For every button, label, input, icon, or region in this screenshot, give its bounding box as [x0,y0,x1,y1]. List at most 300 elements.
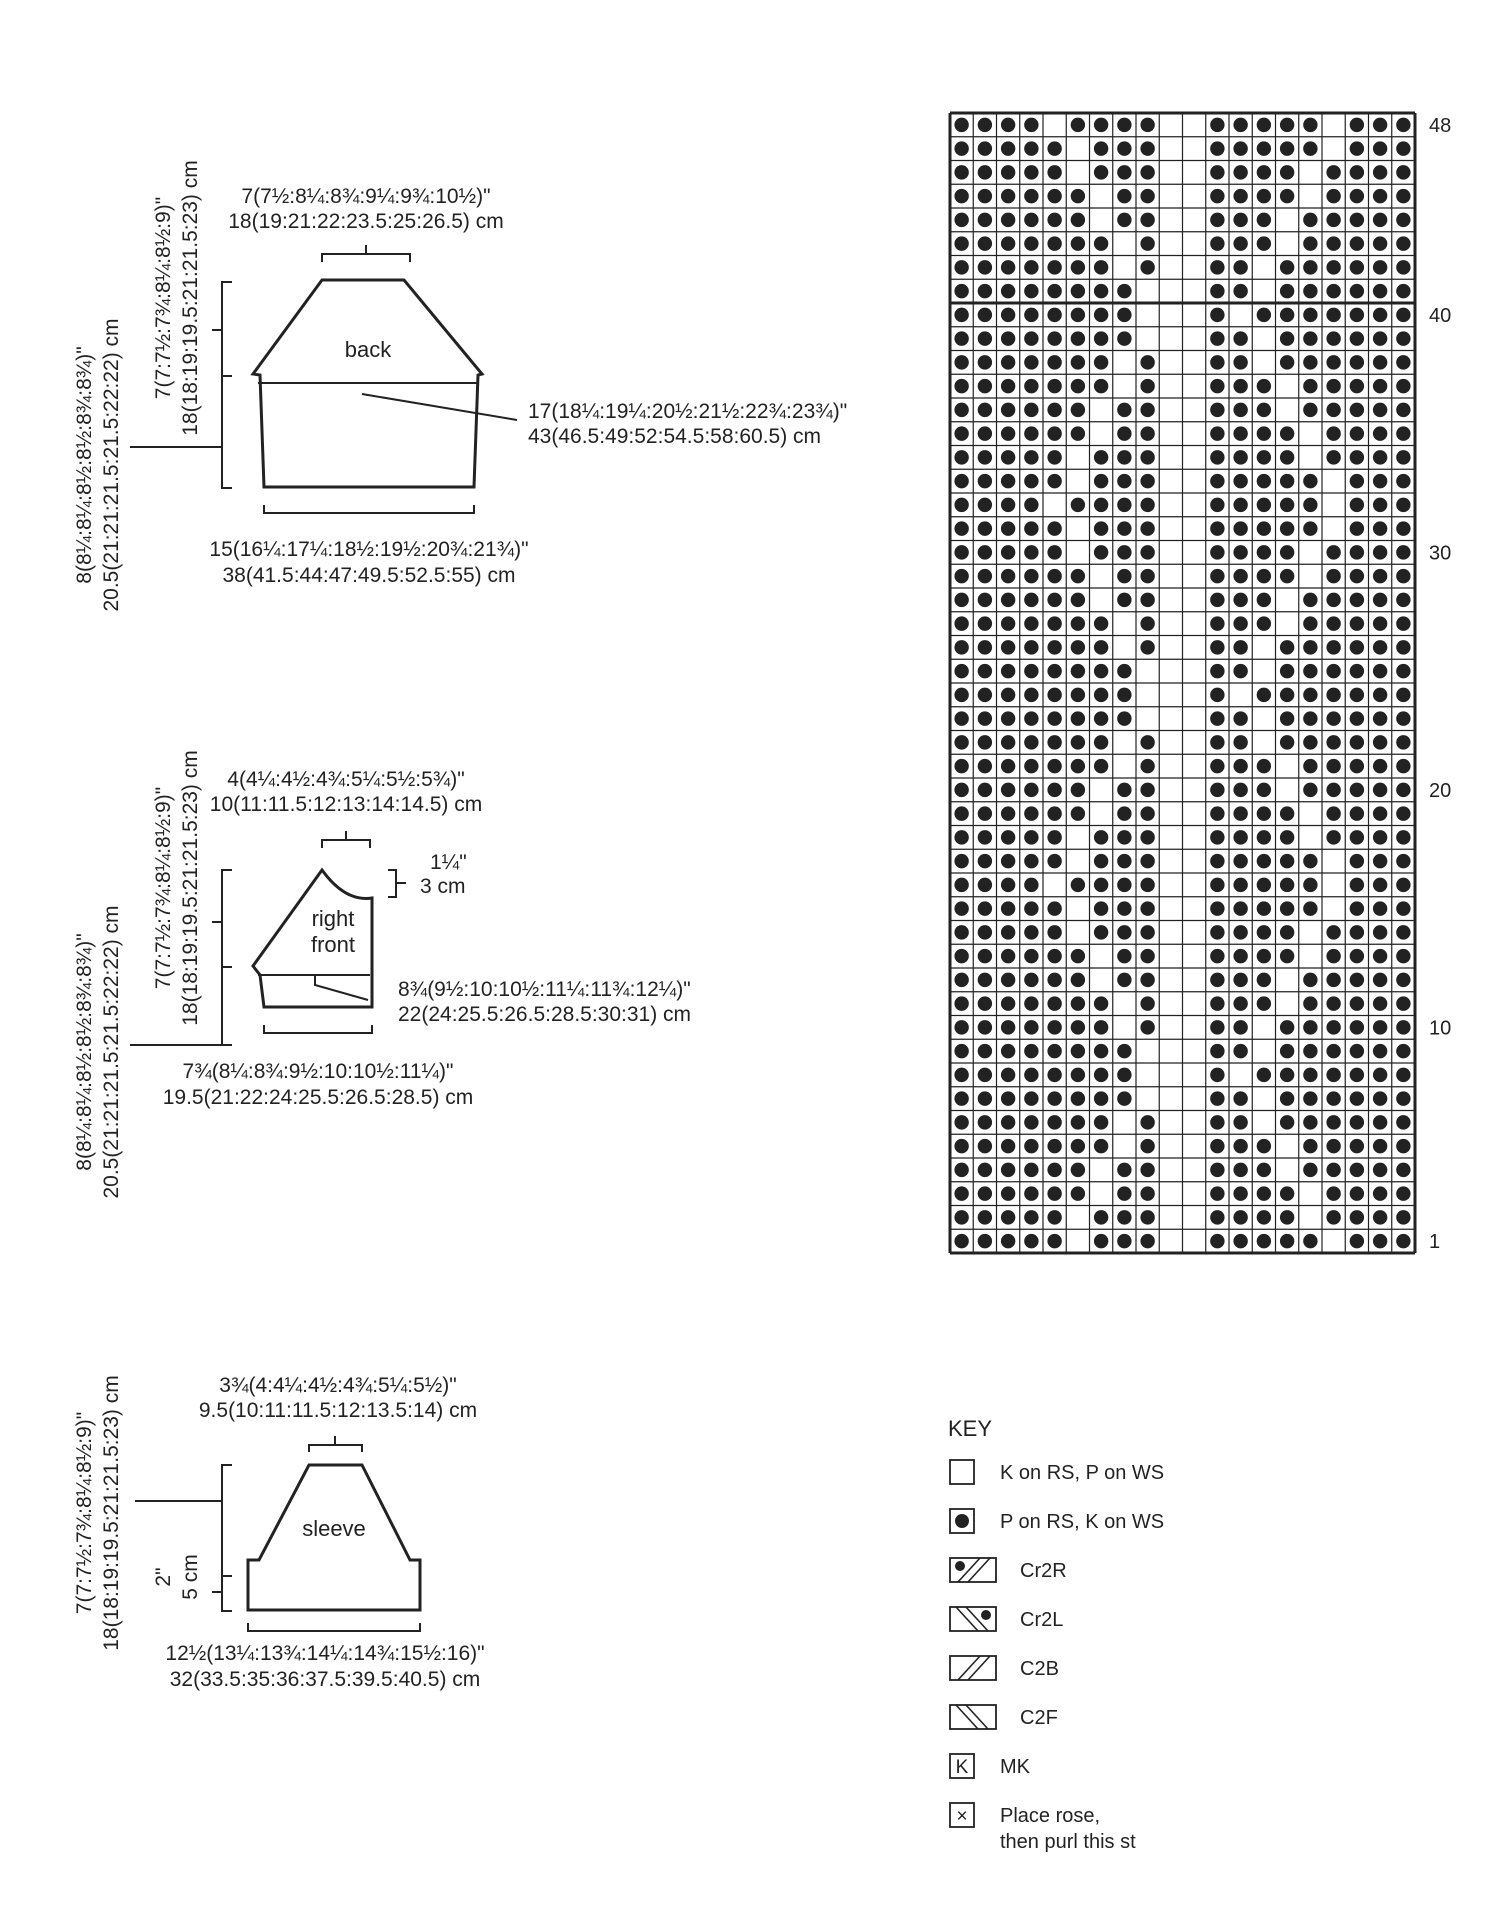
purl-stitch [1373,759,1387,773]
purl-stitch [1303,878,1317,892]
purl-stitch [1071,1186,1085,1200]
purl-stitch [1350,711,1364,725]
purl-stitch [1233,925,1247,939]
purl-stitch [1047,1091,1061,1105]
purl-stitch [1373,236,1387,250]
purl-stitch [1373,284,1387,298]
purl-stitch [1071,759,1085,773]
purl-stitch [1071,355,1085,369]
purl-stitch [1094,331,1108,345]
purl-stitch [954,830,968,844]
purl-stitch [1024,1186,1038,1200]
purl-stitch [1024,1044,1038,1058]
key-label-line2: then purl this st [1000,1831,1136,1853]
purl-stitch [1233,545,1247,559]
purl-stitch [1280,925,1294,939]
purl-stitch [1350,878,1364,892]
purl-stitch [1373,213,1387,227]
key-item-rose [950,1803,1136,1853]
purl-stitch [1071,783,1085,797]
purl-stitch [1094,474,1108,488]
purl-stitch [1373,379,1387,393]
purl-stitch [1117,545,1131,559]
purl-stitch [1024,688,1038,702]
purl-stitch [1303,474,1317,488]
right-front-width-cm: 22(24:25.5:26.5:28.5:30:31) cm [398,1003,692,1026]
key-symbol-cr2r [950,1558,996,1582]
purl-stitch [1373,735,1387,749]
purl-stitch [1094,284,1108,298]
purl-stitch [1350,688,1364,702]
purl-stitch [1001,1210,1015,1224]
right-front-length-cm: 20.5(21:21:21.5:21.5:22:22) cm [100,905,123,1199]
purl-stitch [954,141,968,155]
purl-stitch [1303,284,1317,298]
purl-stitch [954,331,968,345]
purl-stitch [1326,688,1340,702]
purl-stitch [1350,1091,1364,1105]
purl-stitch [1094,1115,1108,1129]
purl-stitch [1140,973,1154,987]
purl-stitch [1396,426,1410,440]
purl-stitch [1210,331,1224,345]
purl-stitch [1210,308,1224,322]
purl-stitch [1047,854,1061,868]
purl-stitch [1001,830,1015,844]
sleeve-bottom-in: 12½(13¼:13¾:14¼:14¾:15½:16)" [165,1642,485,1665]
purl-stitch [978,569,992,583]
purl-stitch [1233,949,1247,963]
purl-stitch [1257,688,1271,702]
purl-stitch [1280,664,1294,678]
purl-stitch [1257,1234,1271,1248]
purl-stitch [1024,498,1038,512]
sleeve-cap-bracket [222,1465,232,1611]
purl-stitch [954,973,968,987]
purl-stitch [1350,189,1364,203]
purl-stitch [1117,165,1131,179]
purl-stitch [1140,901,1154,915]
purl-stitch [1210,545,1224,559]
purl-stitch [1350,854,1364,868]
purl-stitch [1373,711,1387,725]
purl-stitch [1233,213,1247,227]
purl-stitch [1001,236,1015,250]
purl-stitch [1396,688,1410,702]
purl-stitch [1117,593,1131,607]
purl-stitch [1140,640,1154,654]
purl-stitch [1140,426,1154,440]
purl-stitch [1001,426,1015,440]
purl-stitch [1326,616,1340,630]
purl-stitch [1373,1020,1387,1034]
purl-stitch [1140,1115,1154,1129]
purl-stitch [1094,498,1108,512]
purl-stitch [1233,141,1247,155]
purl-stitch [1303,213,1317,227]
purl-stitch [1303,260,1317,274]
key-label: K on RS, P on WS [1000,1462,1165,1484]
purl-stitch [1024,640,1038,654]
purl-stitch [1024,189,1038,203]
purl-stitch [1024,403,1038,417]
purl-stitch [1373,355,1387,369]
purl-stitch [1071,735,1085,749]
purl-stitch [1024,854,1038,868]
purl-stitch [1024,426,1038,440]
key-item-cr2l [950,1607,1063,1631]
back-yoke-cm: 18(18:19:19.5:21:21.5:23) cm [179,160,202,436]
key-item-mk [950,1754,1031,1778]
purl-stitch [1117,450,1131,464]
purl-stitch [1047,1163,1061,1177]
purl-stitch [1047,426,1061,440]
purl-stitch [1373,545,1387,559]
purl-stitch [1280,1044,1294,1058]
sleeve-cuff-in: 2" [152,1567,175,1587]
purl-stitch [1233,1044,1247,1058]
purl-stitch [1280,640,1294,654]
purl-stitch [978,118,992,132]
purl-stitch [1280,521,1294,535]
purl-stitch [978,426,992,440]
purl-stitch [1303,616,1317,630]
purl-stitch [1396,450,1410,464]
purl-stitch [1373,783,1387,797]
purl-stitch [978,1115,992,1129]
purl-stitch [1396,1139,1410,1153]
key-item-knit [950,1460,1164,1484]
purl-stitch [954,308,968,322]
purl-stitch [1140,759,1154,773]
purl-stitch [1396,1020,1410,1034]
purl-stitch [954,949,968,963]
purl-stitch [1326,165,1340,179]
right-front-top-in: 4(4¼:4½:4¾:5¼:5½:5¾)" [227,768,465,791]
purl-stitch [1117,806,1131,820]
purl-stitch [1024,569,1038,583]
purl-stitch [1094,545,1108,559]
purl-stitch [1373,664,1387,678]
purl-stitch [1210,925,1224,939]
purl-stitch [1001,901,1015,915]
purl-stitch [1094,1234,1108,1248]
purl-stitch [1350,1068,1364,1082]
purl-stitch [1117,1068,1131,1082]
key-title: KEY [948,1416,993,1441]
purl-stitch [1140,783,1154,797]
chart-row-label: 20 [1429,779,1452,802]
purl-stitch [1257,521,1271,535]
purl-stitch [1047,1139,1061,1153]
purl-stitch [1396,593,1410,607]
purl-stitch [1350,569,1364,583]
purl-stitch [954,1139,968,1153]
purl-stitch [1373,1115,1387,1129]
key-item-cr2r [950,1558,1067,1582]
purl-stitch [1350,1115,1364,1129]
key-label: Place rose, [1000,1805,1101,1827]
purl-stitch [1210,616,1224,630]
purl-stitch [1303,901,1317,915]
purl-stitch [1257,236,1271,250]
purl-stitch [1071,996,1085,1010]
purl-stitch [1094,996,1108,1010]
purl-stitch [1373,521,1387,535]
purl-stitch [1233,426,1247,440]
purl-stitch [1280,949,1294,963]
purl-stitch [1233,118,1247,132]
purl-stitch [1047,284,1061,298]
purl-stitch [1140,165,1154,179]
purl-stitch [1071,1091,1085,1105]
purl-stitch [1094,925,1108,939]
purl-stitch [1303,308,1317,322]
purl-stitch [1373,474,1387,488]
purl-stitch [1094,664,1108,678]
purl-stitch [1396,1210,1410,1224]
purl-stitch [1047,901,1061,915]
back-top-in: 7(7½:8¼:8¾:9¼:9¾:10½)" [241,185,491,208]
purl-stitch [1071,640,1085,654]
purl-stitch [1233,616,1247,630]
sleeve-bottom-cm: 32(33.5:35:36:37.5:39.5:40.5) cm [169,1668,481,1691]
purl-stitch [978,355,992,369]
purl-stitch [1071,260,1085,274]
purl-stitch [1280,331,1294,345]
purl-stitch [954,1091,968,1105]
purl-stitch [1303,1163,1317,1177]
purl-stitch [1001,616,1015,630]
purl-stitch [1280,189,1294,203]
purl-stitch [954,403,968,417]
purl-stitch [1280,426,1294,440]
purl-stitch [1071,973,1085,987]
purl-stitch [1210,474,1224,488]
purl-stitch [1210,640,1224,654]
purl-stitch [1326,355,1340,369]
purl-stitch [1233,783,1247,797]
purl-stitch [1257,141,1271,155]
purl-stitch [1001,118,1015,132]
purl-stitch [1257,403,1271,417]
purl-stitch [1303,1044,1317,1058]
purl-stitch [978,973,992,987]
purl-stitch [1303,759,1317,773]
purl-stitch [1233,331,1247,345]
purl-stitch [1326,1163,1340,1177]
purl-stitch [1350,498,1364,512]
purl-stitch [1094,1091,1108,1105]
purl-stitch [1396,1186,1410,1200]
purl-stitch [1303,593,1317,607]
purl-stitch [1024,830,1038,844]
purl-stitch [1210,141,1224,155]
purl-stitch [1350,426,1364,440]
purl-stitch [1233,973,1247,987]
purl-stitch [1117,1044,1131,1058]
purl-stitch [1024,996,1038,1010]
purl-stitch [1024,1139,1038,1153]
purl-stitch [1024,1163,1038,1177]
purl-stitch [1094,640,1108,654]
purl-stitch [1071,498,1085,512]
purl-stitch [1280,901,1294,915]
key-label: P on RS, K on WS [1000,1511,1165,1533]
purl-stitch [1396,783,1410,797]
purl-stitch [1001,1020,1015,1034]
purl-stitch [1001,1139,1015,1153]
purl-stitch [1140,379,1154,393]
purl-stitch [1117,783,1131,797]
purl-stitch [1210,996,1224,1010]
purl-stitch [1233,1020,1247,1034]
purl-stitch [1373,640,1387,654]
purl-stitch [1140,735,1154,749]
purl-stitch [1047,640,1061,654]
back-top-bracket [322,254,410,262]
purl-stitch [1396,165,1410,179]
purl-stitch [1350,973,1364,987]
purl-stitch [1047,949,1061,963]
purl-stitch [1047,806,1061,820]
back-width-cm: 43(46.5:49:52:54.5:58:60.5) cm [528,425,822,448]
purl-stitch [1326,640,1340,654]
purl-stitch [1350,474,1364,488]
purl-stitch [1210,1044,1224,1058]
purl-stitch [978,616,992,630]
purl-stitch [1117,901,1131,915]
purl-stitch [954,996,968,1010]
purl-stitch [1396,403,1410,417]
purl-stitch [1094,735,1108,749]
purl-stitch [1303,711,1317,725]
purl-stitch [954,1044,968,1058]
purl-stitch [1373,118,1387,132]
purl-stitch [1001,141,1015,155]
purl-stitch [1001,521,1015,535]
purl-stitch [1280,260,1294,274]
key-symbol-c2b [950,1656,996,1680]
purl-stitch [1071,616,1085,630]
purl-stitch [1140,189,1154,203]
purl-stitch [954,616,968,630]
purl-stitch [1350,664,1364,678]
purl-stitch [1094,236,1108,250]
purl-stitch [1257,189,1271,203]
purl-stitch [1326,711,1340,725]
chart-row-labels [1429,115,1451,1253]
purl-stitch [1257,474,1271,488]
purl-stitch [1396,260,1410,274]
purl-stitch [1001,213,1015,227]
key-glyph: K [955,1757,969,1778]
purl-stitch [1024,331,1038,345]
key-item-c2b [950,1656,1059,1680]
purl-stitch [1024,949,1038,963]
purl-stitch [978,783,992,797]
purl-stitch [1233,1210,1247,1224]
purl-stitch [1396,1091,1410,1105]
purl-stitch [1117,189,1131,203]
purl-stitch [1233,878,1247,892]
right-front-yoke-in: 7(7:7½:7¾:8¼:8½:9)" [152,786,175,990]
purl-stitch [1280,1115,1294,1129]
sleeve-label: sleeve [302,1516,366,1541]
purl-stitch [1350,783,1364,797]
purl-stitch [978,901,992,915]
purl-stitch [1024,593,1038,607]
purl-stitch [1210,379,1224,393]
purl-stitch [1047,664,1061,678]
purl-stitch [1303,331,1317,345]
purl-stitch [1140,355,1154,369]
purl-stitch [1210,593,1224,607]
purl-stitch [1071,1115,1085,1129]
purl-stitch [1210,1068,1224,1082]
sleeve-top-in: 3¾(4:4¼:4½:4¾:5¼:5½)" [219,1374,457,1397]
purl-stitch [954,901,968,915]
purl-stitch [1001,545,1015,559]
purl-stitch [1257,901,1271,915]
purl-stitch [1280,118,1294,132]
purl-stitch [1001,949,1015,963]
purl-stitch [978,236,992,250]
purl-stitch [1094,521,1108,535]
purl-stitch [1117,664,1131,678]
purl-stitch [1071,593,1085,607]
purl-stitch [1326,1091,1340,1105]
purl-stitch [1233,830,1247,844]
purl-stitch [1024,711,1038,725]
back-width-in: 17(18¼:19¼:20½:21½:22¾:23¾)" [528,400,848,423]
purl-stitch [1257,925,1271,939]
purl-stitch [1210,1091,1224,1105]
purl-stitch [1094,379,1108,393]
purl-stitch [1326,949,1340,963]
purl-stitch [1210,759,1224,773]
purl-stitch [1373,806,1387,820]
purl-stitch [1396,1068,1410,1082]
purl-stitch [1024,260,1038,274]
key-label: Cr2L [1020,1609,1064,1631]
purl-stitch [1373,260,1387,274]
purl-stitch [1280,854,1294,868]
key-dot [981,1610,991,1620]
purl-stitch [954,1186,968,1200]
purl-stitch [1047,403,1061,417]
purl-stitch [978,284,992,298]
key-symbol-knit [950,1460,974,1484]
purl-stitch [954,284,968,298]
purl-stitch [1117,141,1131,155]
purl-stitch [1233,901,1247,915]
purl-stitch [978,1139,992,1153]
purl-stitch [1117,711,1131,725]
purl-stitch [1140,878,1154,892]
purl-stitch [1094,759,1108,773]
purl-stitch [1001,1234,1015,1248]
purl-stitch [1373,1234,1387,1248]
purl-stitch [978,213,992,227]
purl-stitch [978,1044,992,1058]
back-label: back [344,337,392,362]
purl-stitch [1303,1091,1317,1105]
purl-stitch [1373,189,1387,203]
chart-row-label: 48 [1429,114,1452,137]
purl-stitch [1071,403,1085,417]
purl-stitch [1373,1163,1387,1177]
